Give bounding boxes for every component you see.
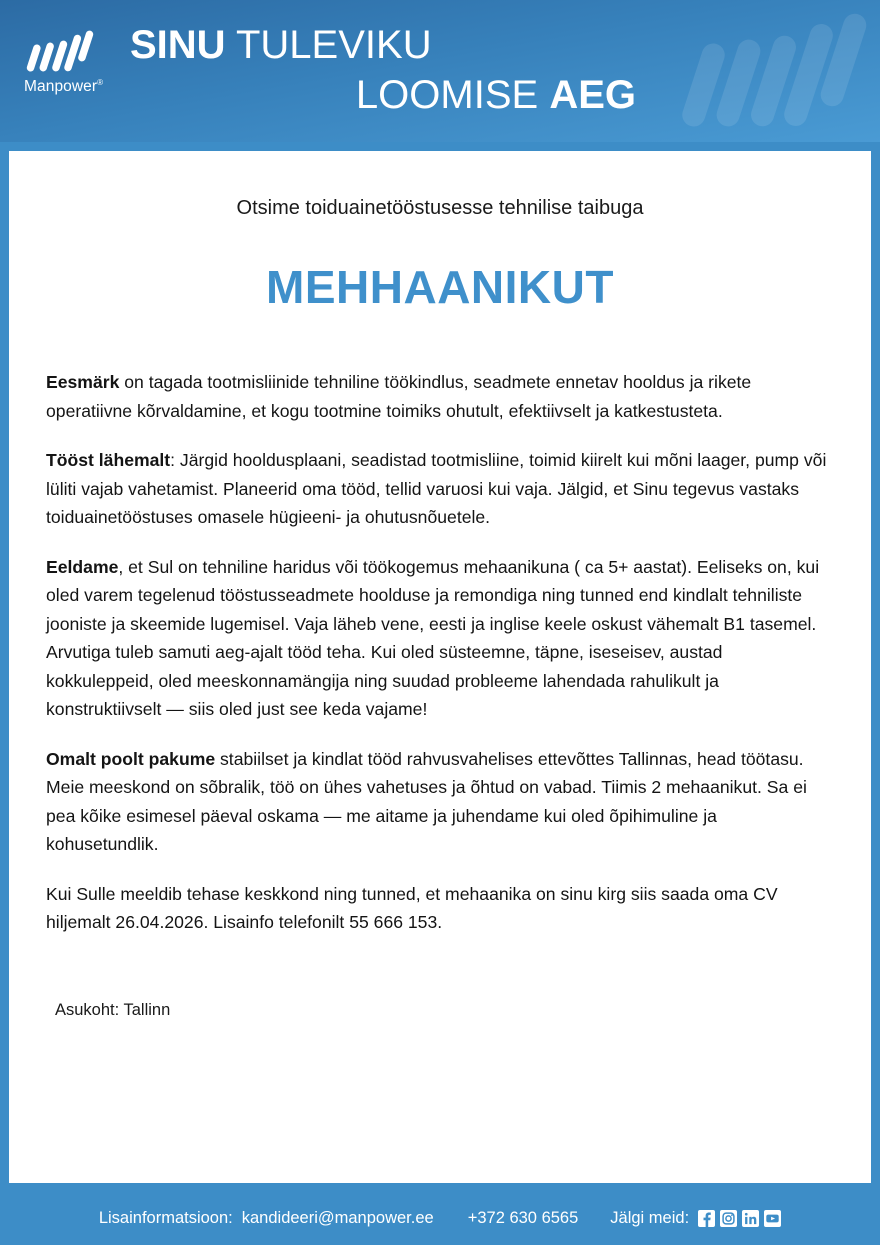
footer-contact-row <box>99 1209 781 1228</box>
header-tagline <box>130 22 650 119</box>
manpower-bars-logo-icon <box>26 30 98 74</box>
content-frame <box>0 142 880 1192</box>
poster-header <box>0 0 880 142</box>
paragraph-eeldame <box>46 553 834 724</box>
posting-body <box>37 368 843 1020</box>
header-tagline-line-2: LOOMISE AEG <box>355 73 636 118</box>
footer-info-label: Lisainformatsioon: <box>98 1209 233 1227</box>
manpower-bars-watermark-icon <box>676 8 880 138</box>
instagram-icon[interactable] <box>720 1210 737 1227</box>
social-links <box>698 1210 781 1227</box>
paragraph-text: Kui Sulle meeldib tehase keskkond ning tunned, et mehaanika on sinu kirg siis saada oma CV hiljemalt 26.04.2026. Lisainfo telefonilt 55 666 153. <box>46 883 778 932</box>
paragraph-text: stabiilset ja kindlat tööd rahvusvahelises ettevõttes Tallinnas, head töötasu. Meie meeskond on sõbralik, töö on ühes vahetuses ja õhtud on vabad. Tiimis 2 mehaanikut. Sa ei pea kõike esimesel päeval oskama — me aitame ja juhendame kui oled õpihimuline ja kohusetundlik. <box>46 748 807 854</box>
manpower-wordmark: Manpower® <box>24 78 104 96</box>
paragraph-omalt-poolt-pakume <box>46 745 834 859</box>
posting-kicker: Otsime toiduainetööstusesse tehnilise taibuga <box>236 197 644 219</box>
header-tagline-line-1: SINU TULEVIKU <box>130 23 432 67</box>
paragraph-text: , et Sul on tehniline haridus või töökogemus mehaanikuna ( ca 5+ aastat). Eeliseks on, kui oled varem tegelenud tööstusseadmete hoolduse ja remondiga ning tunned end kindlalt tehniliste jooniste ja skeemide lugemisel. Vaja läheb vene, eesti ja inglise keele oskust vähemalt B1 tasemel. Arvutiga tuleb samuti aeg-ajalt tööd teha. Kui oled süsteemne, täpne, iseseisev, austad kokkuleppeid, oled meeskonnamängija ning suudad probleeme lahendada rahulikult ja konstruktiivselt — siis oled just see keda vajame! <box>46 556 820 719</box>
paragraph-lead: Omalt poolt pakume <box>46 748 216 769</box>
footer-email[interactable]: kandideeri@manpower.ee <box>241 1209 434 1227</box>
job-location: Asukoht: Tallinn <box>55 1000 171 1019</box>
paragraph-lead: Eeldame <box>46 556 119 577</box>
paragraph-text: on tagada tootmisliinide tehniline töökindlus, seadmete ennetav hooldus ja rikete operatiivne kõrvaldamine, et kogu tootmine toimiks ohutult, efektiivselt ja katkestusteta. <box>46 372 752 421</box>
facebook-icon[interactable] <box>698 1210 715 1227</box>
youtube-icon[interactable] <box>764 1210 781 1227</box>
poster-footer <box>0 1192 880 1245</box>
linkedin-icon[interactable] <box>742 1210 759 1227</box>
paragraph-toost-lahemalt <box>46 446 834 532</box>
job-title: MEHHAANIKUT <box>266 261 614 313</box>
footer-phone[interactable]: +372 630 6565 <box>467 1209 579 1227</box>
footer-follow-label: Jälgi meid: <box>610 1209 690 1227</box>
paragraph-lead: Tööst lähemalt <box>46 450 171 470</box>
paragraph-apply <box>46 880 834 937</box>
manpower-logo <box>22 30 126 96</box>
paragraph-lead: Eesmärk <box>46 372 120 392</box>
paragraph-eesmark <box>46 368 834 425</box>
content-sheet <box>9 151 871 1183</box>
paragraph-text: : Järgid hooldusplaani, seadistad tootmisliine, toimid kiirelt kui mõni laager, pump või lüliti vajab vahetamist. Planeerid oma tööd, tellid varuosi kui vaja. Jälgid, et Sinu tegevus vastaks toiduainetööstuses omasele hügieeni- ja ohutusnõuetele. <box>46 450 827 527</box>
